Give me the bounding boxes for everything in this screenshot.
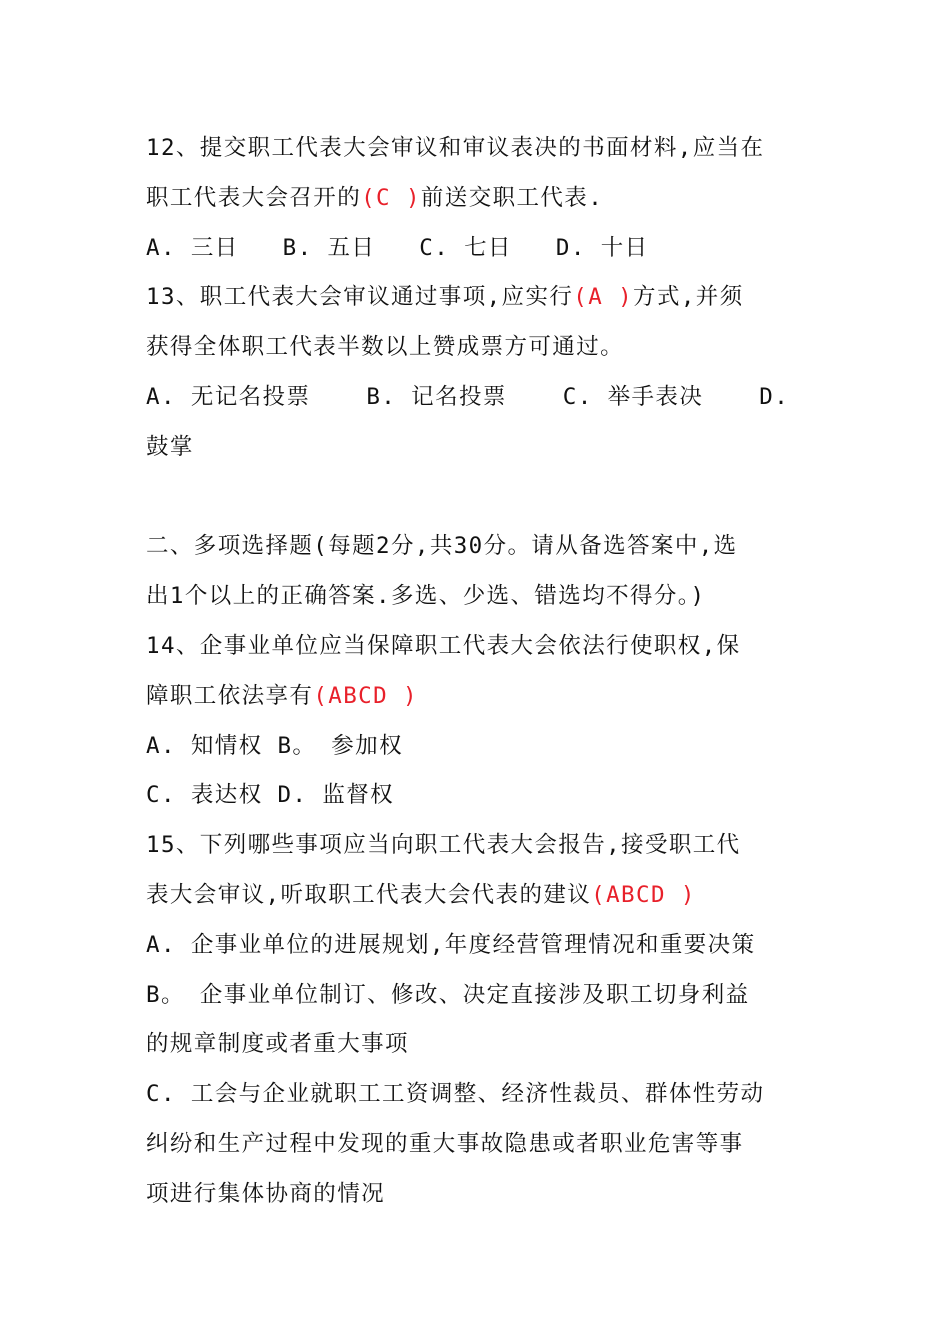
q12-option-b: B. 五日	[282, 234, 376, 261]
q14-answer: (ABCD )	[313, 682, 418, 709]
q15-stem-text: 表大会审议,听取职工代表大会代表的建议	[146, 881, 592, 908]
q12-options	[146, 224, 810, 274]
q15-option-b-line2: 的规章制度或者重大事项	[146, 1031, 409, 1058]
q12-stem-line2	[146, 174, 810, 224]
q14-options-row1: A. 知情权 B。 参加权	[146, 732, 403, 759]
document-page	[146, 124, 810, 1220]
q14-stem-line1: 14、企事业单位应当保障职工代表大会依法行使职权,保	[146, 632, 741, 659]
q12-option-c: C. 七日	[419, 234, 512, 261]
q15-option-b-line1: B。 企事业单位制订、修改、决定直接涉及职工切身利益	[146, 981, 750, 1008]
q12-stem-tail: 前送交职工代表.	[420, 184, 604, 211]
q12-answer: (C )	[361, 184, 421, 211]
q13-stem-text: 13、职工代表大会审议通过事项,应实行	[146, 284, 574, 311]
q13-option-b: B. 记名投票	[366, 383, 507, 410]
q12-option-a: A. 三日	[146, 234, 239, 261]
q15-option-c-line1: C. 工会与企业就职工工资调整、经济性裁员、群体性劳动	[146, 1081, 765, 1108]
q13-options	[146, 373, 810, 423]
section2-heading-line1: 二、多项选择题(每题2分,共30分。请从备选答案中,选	[146, 533, 738, 560]
q13-stem-tail: 方式,并须	[633, 284, 744, 311]
q13-option-d-text: 鼓掌	[146, 433, 194, 460]
q13-option-c: C. 举手表决	[562, 383, 704, 410]
q14-options-row2: C. 表达权 D. 监督权	[146, 782, 395, 809]
q15-option-a: A. 企事业单位的进展规划,年度经营管理情况和重要决策	[146, 931, 756, 958]
q13-option-d: D.	[759, 383, 790, 410]
q15-stem-line2	[146, 871, 810, 921]
q14-stem-line2	[146, 672, 810, 722]
q13-answer: (A )	[573, 284, 634, 311]
q14-stem-text: 障职工依法享有	[146, 682, 314, 709]
q12-stem-line1: 12、提交职工代表大会审议和审议表决的书面材料,应当在	[146, 135, 765, 161]
q15-answer: (ABCD )	[591, 881, 696, 908]
q13-stem-line1	[146, 273, 810, 323]
q15-stem-line1: 15、下列哪些事项应当向职工代表大会报告,接受职工代	[146, 832, 741, 859]
q12-stem-text: 职工代表大会召开的	[146, 184, 362, 211]
q12-option-d: D. 十日	[555, 234, 649, 261]
q15-option-c-line3: 项进行集体协商的情况	[146, 1180, 386, 1207]
q15-option-c-line2: 纠纷和生产过程中发现的重大事故隐患或者职业危害等事	[146, 1130, 744, 1157]
q13-option-a: A. 无记名投票	[146, 383, 311, 410]
q13-stem-line2: 获得全体职工代表半数以上赞成票方可通过。	[146, 334, 625, 361]
spacer	[146, 473, 810, 523]
section2-heading-line2: 出1个以上的正确答案.多选、少选、错选均不得分。)	[146, 583, 706, 610]
